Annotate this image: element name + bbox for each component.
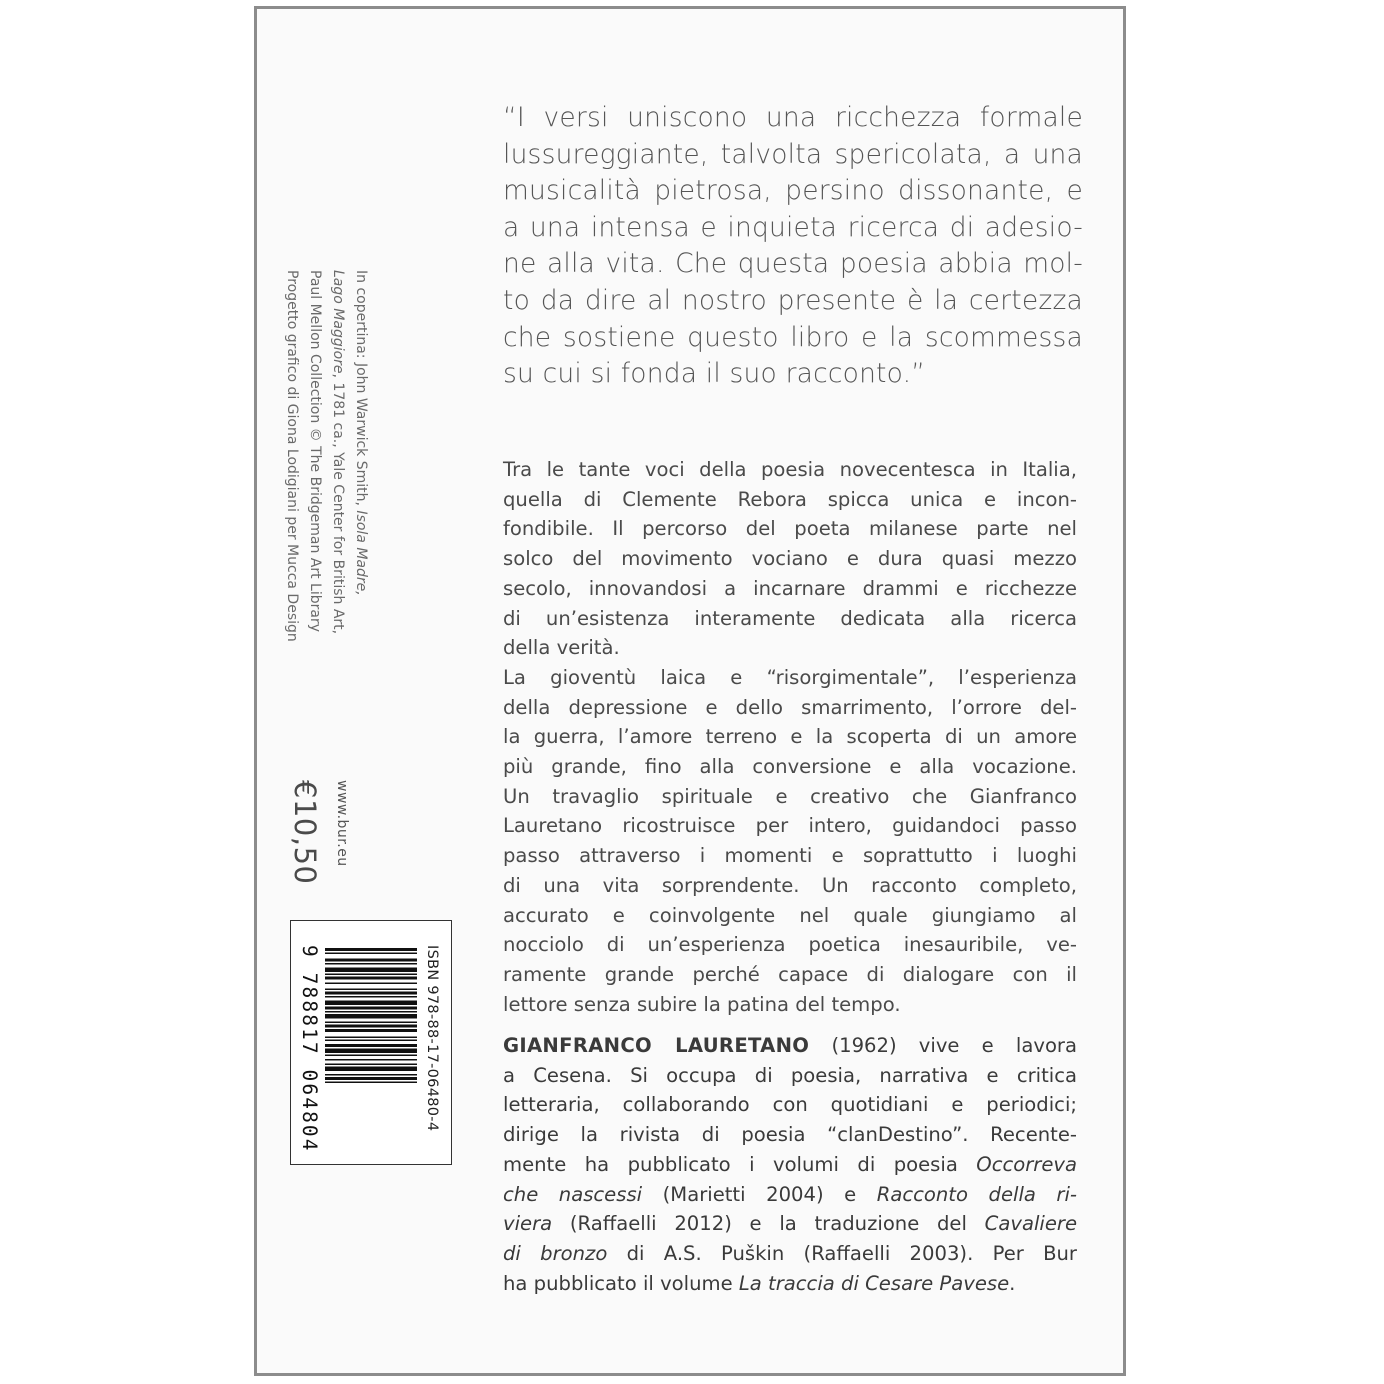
author-bio bbox=[503, 1031, 1077, 1298]
blurb-line: nocciolo di un’esperienza poetica inesauribile, ve- bbox=[503, 933, 1077, 957]
bio-text: di A.S. Puškin (Raffaelli 2003). Per Bur bbox=[607, 1241, 1077, 1265]
quote-line: musicalità pietrosa, persino dissonante, e bbox=[503, 175, 1083, 207]
quote-line: su cui si fonda il suo racconto.” bbox=[503, 358, 926, 390]
barcode-bar bbox=[325, 1049, 417, 1054]
blurb-line: Tra le tante voci della poesia novecentesca in Italia, bbox=[503, 458, 1077, 481]
barcode-bar bbox=[325, 1014, 417, 1019]
barcode-bar bbox=[325, 1059, 417, 1061]
quote-line: a una intensa e inquieta ricerca di adesio- bbox=[503, 211, 1083, 243]
quote-line: “I versi uniscono una ricchezza formale bbox=[503, 102, 1083, 133]
barcode-bar bbox=[325, 1011, 417, 1013]
blurb-line: ramente grande perché capace di dialogare con il bbox=[503, 962, 1077, 986]
blurb-line: fondibile. Il percorso del poeta milanese parte nel bbox=[503, 517, 1077, 541]
blurb-line: di un’esistenza interamente dedicata alla ricerca bbox=[503, 606, 1077, 630]
book-title: che nascessi bbox=[503, 1182, 643, 1206]
artwork-title: Isola Madre, bbox=[353, 510, 369, 596]
bio-line bbox=[503, 1150, 1077, 1180]
blurb-line: più grande, fino alla conversione e alla vocazione. bbox=[503, 755, 1077, 779]
blurb-line: accurato e coinvolgente nel quale giungiamo al bbox=[503, 903, 1077, 927]
barcode-bar bbox=[325, 948, 417, 951]
barcode-bar bbox=[325, 1001, 417, 1006]
bio-line: a Cesena. Si occupa di poesia, narrativa e critica bbox=[503, 1063, 1077, 1087]
bio-line: letteraria, collaborando con quotidiani e periodici; bbox=[503, 1093, 1077, 1117]
book-title: viera bbox=[503, 1212, 553, 1236]
barcode-digits: 9 788817 064804 bbox=[298, 945, 321, 1153]
blurb-line: secolo, innovandosi a incarnare drammi e ricchezze bbox=[503, 576, 1077, 600]
bio-text: (1962) vive e lavora bbox=[809, 1034, 1077, 1057]
blurb-line: passo attraverso i momenti e soprattutto i luoghi bbox=[503, 844, 1077, 868]
price-label: €10,50 bbox=[288, 780, 322, 885]
bio-line bbox=[503, 1269, 1077, 1299]
blurb-line: Un travaglio spirituale e creativo che Gianfranco bbox=[503, 784, 1077, 808]
blurb-line: La gioventù laica e “risorgimentale”, l’esperienza bbox=[503, 665, 1077, 689]
bio-text: . bbox=[1009, 1271, 1016, 1295]
barcode-bar bbox=[325, 1029, 417, 1032]
blurb-line: la guerra, l’amore terreno e la scoperta di un amore bbox=[503, 725, 1077, 749]
bio-line bbox=[503, 1239, 1077, 1269]
artwork-title: Lago Maggiore bbox=[330, 270, 346, 374]
book-title: La traccia di Cesare Pavese bbox=[738, 1271, 1010, 1295]
credits-text bbox=[280, 270, 372, 642]
blurb-line: lettore senza subire la patina del tempo. bbox=[503, 992, 901, 1016]
quote-line: che sostiene questo libro e la scommessa bbox=[503, 321, 1083, 353]
credits-line: Progetto grafico di Giona Lodigiani per Mucca Design bbox=[284, 270, 300, 642]
barcode-bar bbox=[325, 983, 417, 985]
bio-text: ha pubblicato il volume bbox=[503, 1271, 739, 1295]
publisher-url[interactable]: www.bur.eu bbox=[334, 780, 350, 867]
book-title: Occorreva bbox=[976, 1152, 1077, 1176]
credits-text-part: In copertina: John Warwick Smith, bbox=[353, 270, 369, 511]
barcode-bar bbox=[325, 1037, 417, 1039]
blurb-line: di una vita sorprendente. Un racconto completo, bbox=[503, 873, 1077, 897]
credits-line bbox=[349, 270, 372, 642]
quote-line: lussureggiante, talvolta spericolata, a una bbox=[503, 138, 1083, 170]
barcode-bar bbox=[325, 989, 417, 991]
blurb-line: Lauretano ricostruisce per intero, guidandoci passo bbox=[503, 814, 1077, 838]
barcode-bar bbox=[325, 1055, 417, 1057]
barcode-bar bbox=[325, 992, 417, 995]
barcode-bar bbox=[325, 963, 417, 965]
cover-credits bbox=[262, 270, 372, 750]
barcode-bar bbox=[325, 1077, 417, 1080]
barcode-bar bbox=[325, 1064, 417, 1066]
barcode-bar bbox=[325, 996, 417, 998]
author-name: GIANFRANCO LAURETANO bbox=[503, 1034, 810, 1057]
credits-line bbox=[326, 270, 349, 642]
barcode-bar bbox=[325, 1074, 417, 1076]
bio-text: (Marietti 2004) e bbox=[642, 1182, 877, 1206]
barcode-bar bbox=[325, 1007, 417, 1010]
quote-line: to da dire al nostro presente è la certezza bbox=[503, 284, 1083, 316]
barcode-bar bbox=[325, 977, 417, 980]
book-title: Cavaliere bbox=[984, 1212, 1077, 1236]
credits-line: Paul Mellon Collection © The Bridgeman Art Library bbox=[307, 270, 323, 633]
barcode-bar bbox=[325, 1067, 417, 1072]
blurb-text bbox=[503, 455, 1077, 1019]
barcode-bar bbox=[325, 968, 417, 973]
barcode-bar bbox=[325, 1022, 417, 1024]
quote-line: ne alla vita. Che questa poesia abbia mol- bbox=[503, 248, 1083, 280]
barcode-bar bbox=[325, 1082, 417, 1084]
bio-line bbox=[503, 1031, 1077, 1061]
book-title: Racconto della ri- bbox=[876, 1182, 1078, 1206]
blurb-line: della depressione e dello smarrimento, l’orrore del- bbox=[503, 695, 1077, 719]
barcode-bar bbox=[325, 1025, 417, 1028]
barcode-bar bbox=[325, 959, 417, 962]
isbn-label: ISBN 978-88-17-06480-4 bbox=[424, 945, 440, 1132]
credits-text-part: , 1781 ca., Yale Center for British Art, bbox=[330, 373, 346, 635]
blurb-line: quella di Clemente Rebora spicca unica e incon- bbox=[503, 487, 1077, 511]
blurb-line: della verità. bbox=[503, 636, 620, 660]
barcode-bar bbox=[325, 974, 417, 976]
barcode-bar bbox=[325, 953, 417, 955]
bio-line: dirige la rivista di poesia “clanDestino”. Recente- bbox=[503, 1123, 1077, 1147]
barcode-bars bbox=[325, 948, 417, 1158]
bio-text: mente ha pubblicato i volumi di poesia bbox=[503, 1152, 977, 1176]
bio-line bbox=[503, 1180, 1077, 1210]
pull-quote bbox=[503, 100, 1083, 393]
bio-text: (Raffaelli 2012) e la traduzione del bbox=[552, 1212, 985, 1236]
book-title: di bronzo bbox=[503, 1241, 608, 1265]
barcode-bar bbox=[325, 1044, 417, 1047]
blurb-line: solco del movimento vociano e dura quasi mezzo bbox=[503, 547, 1077, 571]
bio-line bbox=[503, 1209, 1077, 1239]
barcode-bar bbox=[325, 1040, 417, 1042]
